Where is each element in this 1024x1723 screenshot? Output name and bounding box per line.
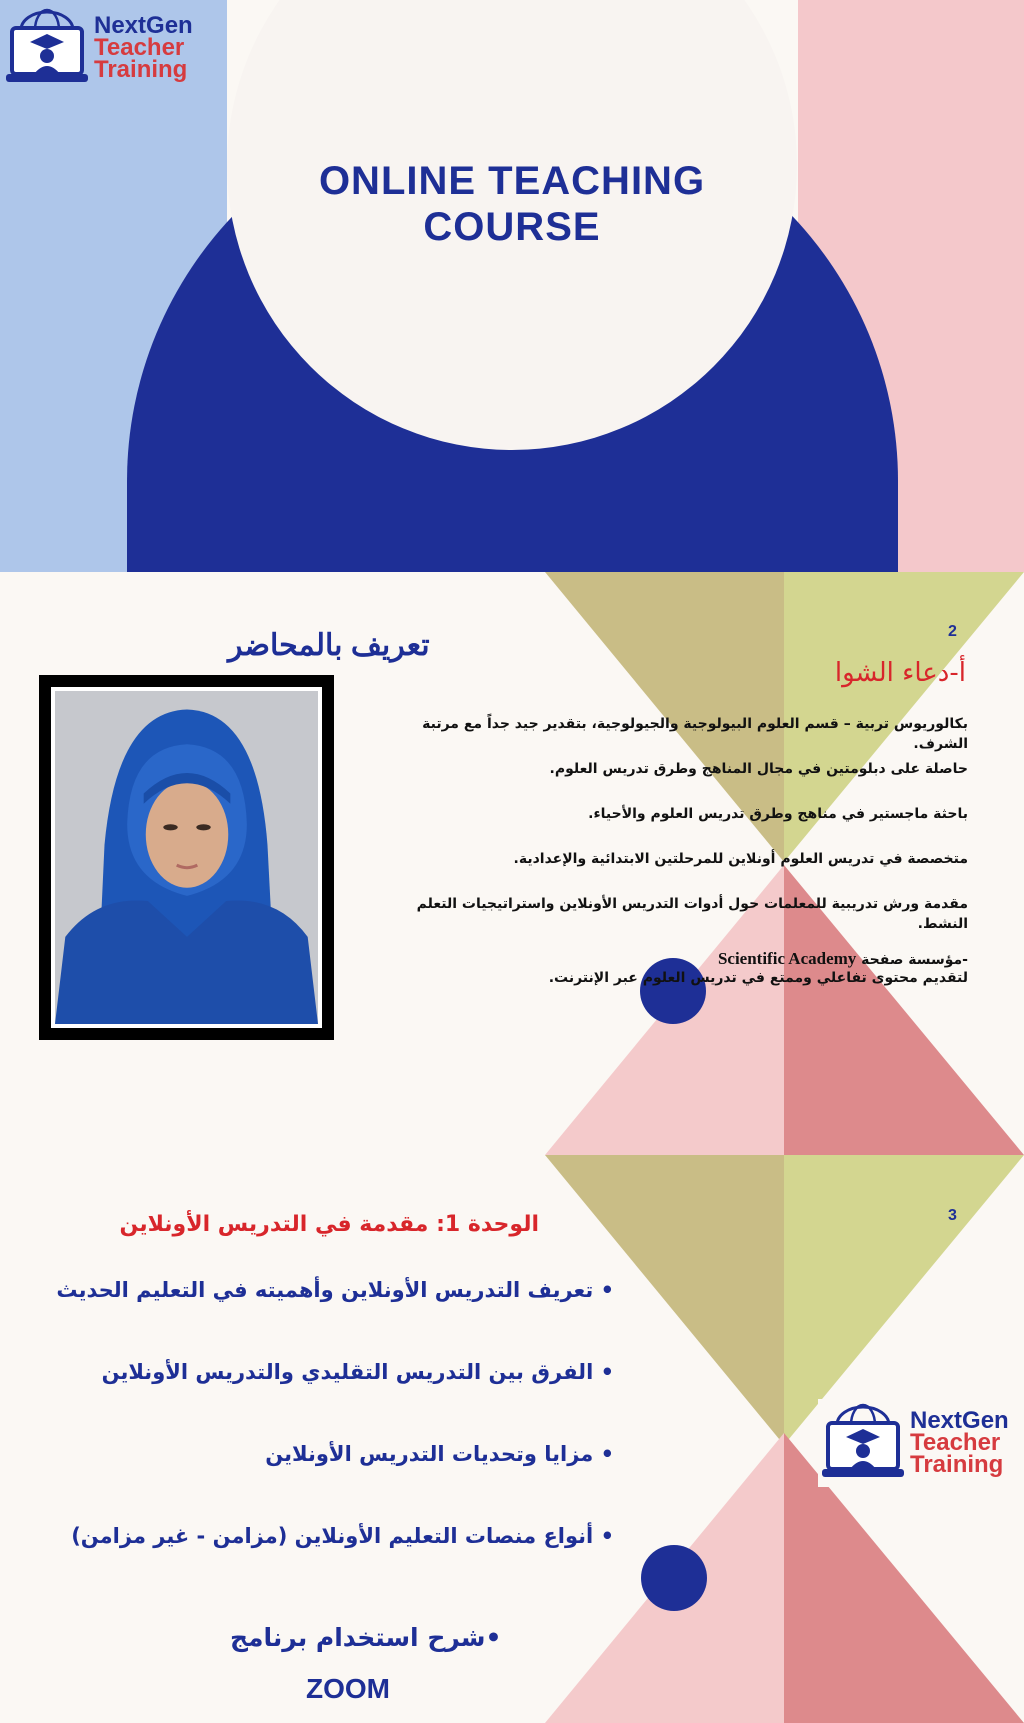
brand-line-2: Teacher (910, 1429, 1001, 1456)
navy-dot (641, 1545, 707, 1611)
topic-item: • تعريف التدريس الأونلاين وأهميته في التعليم الحديث (56, 1278, 614, 1302)
founder-description: لتقديم محتوى تفاعلي وممتع في تدريس العلوم عبر الإنترنت. (548, 970, 968, 986)
bio-item: مقدمة ورش تدريبية للمعلمات حول أدوات التدريس الأونلاين واستراتيجيات التعلم النشط. (416, 896, 968, 932)
topic-text: تعريف التدريس الأونلاين وأهميته في التعليم الحديث (56, 1278, 594, 1302)
unit-topics-list (54, 1275, 614, 1603)
brand-line-3: Training (94, 56, 188, 83)
lecturer-name: أ-دعاء الشوا (834, 658, 966, 688)
lecturer-bio-list (408, 714, 968, 939)
lecturer-slide (0, 572, 1024, 1155)
founder-line (408, 949, 968, 969)
brand-line-3: Training (910, 1451, 1004, 1478)
topic-item: • الفرق بين التدريس التقليدي والتدريس الأونلاين (101, 1360, 614, 1384)
brand-logo (818, 1399, 1013, 1487)
topic-item: • أنواع منصات التعليم الأونلاين (مزامن - غير مزامن) (71, 1524, 614, 1548)
course-title: ONLINE TEACHING COURSE (318, 159, 706, 249)
bio-item: باحثة ماجستير في مناهج وطرق تدريس العلوم والأحياء. (588, 806, 968, 822)
topic-text: مزايا وتحديات التدريس الأونلاين (265, 1442, 594, 1466)
page-number: 2 (948, 623, 957, 640)
bio-item: بكالوريوس تربية – قسم العلوم البيولوجية والجيولوجية، بتقدير جيد جداً مع مرتبة الشرف. (422, 716, 968, 752)
brand-line-1: NextGen (910, 1407, 1009, 1434)
unit-title: الوحدة 1: مقدمة في التدريس الأونلاين (119, 1212, 539, 1237)
zoom-label: ZOOM (306, 1673, 390, 1704)
topic-text: أنواع منصات التعليم الأونلاين (مزامن - غير مزامن) (71, 1524, 594, 1548)
lecturer-heading: تعريف بالمحاضر (228, 629, 430, 662)
bio-item: حاصلة على دبلومتين في مجال المناهج وطرق تدريس العلوم. (549, 761, 968, 777)
founder-prefix: -مؤسسة صفحة (861, 952, 968, 968)
bio-item: متخصصة في تدريس العلوم أونلاين للمرحلتين الابتدائية والإعدادية. (513, 851, 968, 867)
topic-text: الفرق بين التدريس التقليدي والتدريس الأونلاين (101, 1360, 594, 1384)
page-number: 3 (948, 1207, 957, 1224)
brand-logo (6, 6, 193, 90)
lecturer-photo (39, 675, 334, 1040)
founder-page-name: Scientific Academy (717, 949, 857, 968)
laptop-graduate-icon (6, 6, 88, 90)
topic-item: • مزايا وتحديات التدريس الأونلاين (265, 1442, 614, 1466)
unit-slide (0, 1155, 1024, 1723)
brand-line-1: NextGen (94, 12, 193, 39)
portrait-image (55, 691, 318, 1024)
brand-wordmark (910, 1407, 1009, 1478)
laptop-graduate-icon (822, 1401, 904, 1485)
cover-slide (0, 0, 1024, 572)
brand-line-2: Teacher (94, 34, 185, 61)
brand-wordmark (94, 12, 193, 83)
zoom-topic: •شرح استخدام برنامج (230, 1623, 502, 1652)
zoom-topic-text: شرح استخدام برنامج (230, 1623, 486, 1652)
